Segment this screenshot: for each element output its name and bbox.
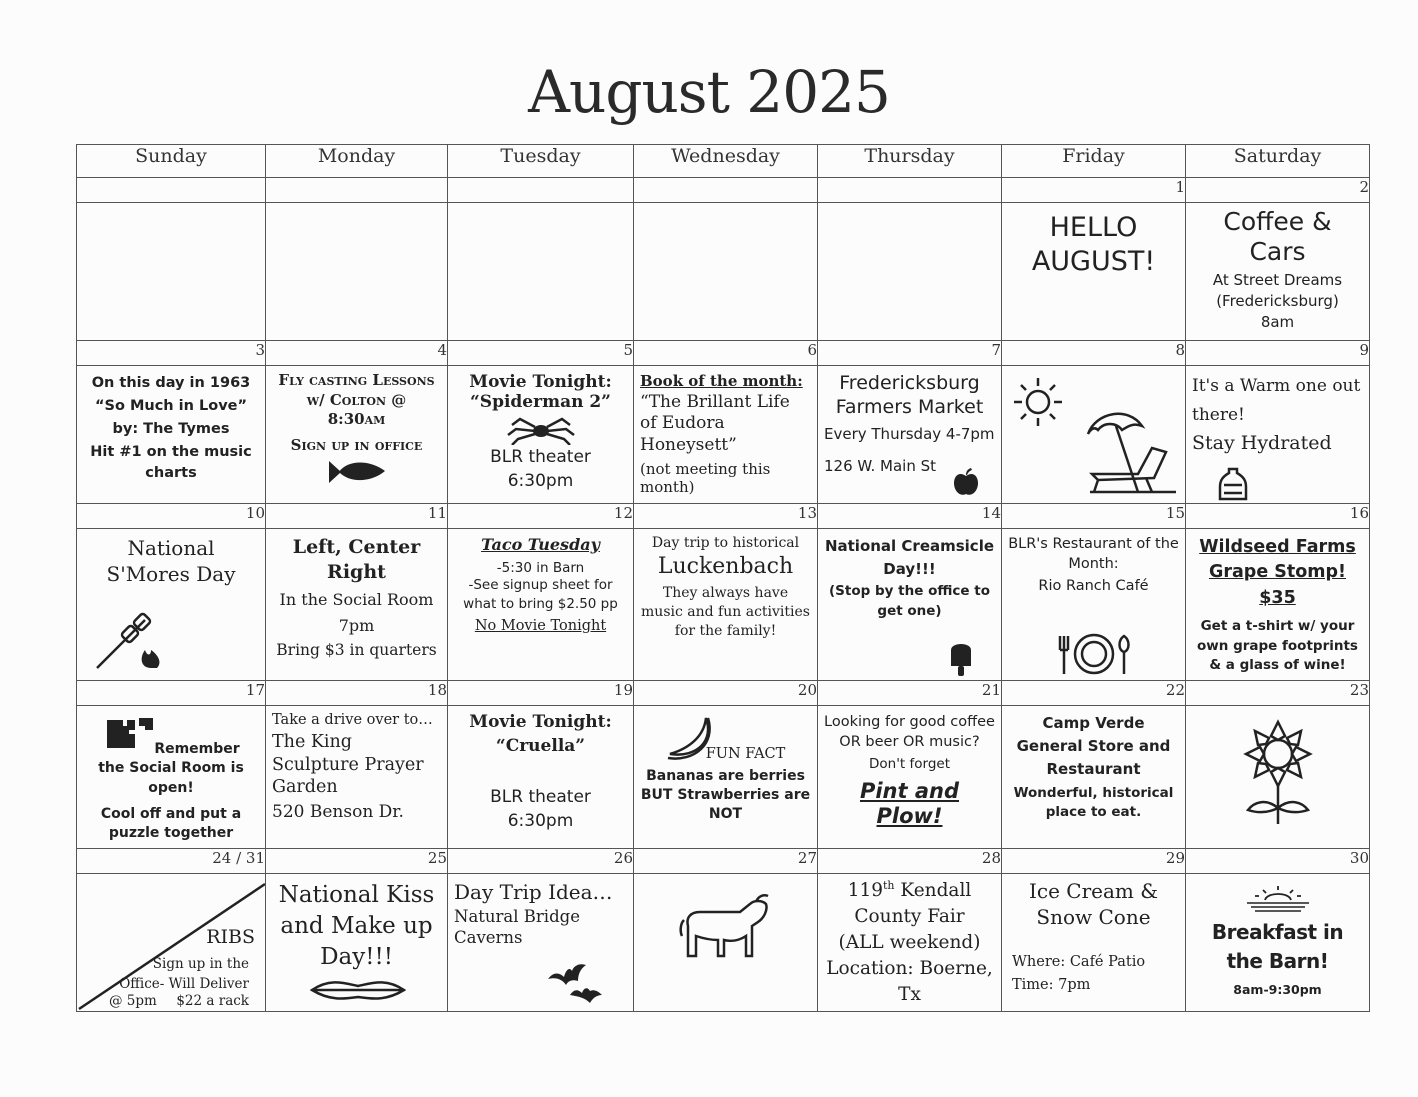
weekday-saturday: Saturday [1186,145,1370,178]
sunflower-icon [1238,718,1318,826]
fair-number-suffix: th [883,878,895,892]
event-title: National S'Mores Day [106,536,236,586]
day-cell-28 [818,873,1002,1012]
event-line: Hit #1 on the music charts [90,443,252,481]
event-title: The King Sculpture Prayer Garden [272,732,424,797]
event-line: They always have music and fun activities for the family! [641,585,810,639]
day-cell-21 [818,705,1002,848]
event-line: Bananas are berries BUT Strawberries are NOT [640,768,811,822]
event-location: Location: Boerne, Tx [826,957,993,1005]
popsicle-icon [948,638,974,676]
event-line: Remember [154,740,240,757]
event-title: Kendall County Fair [854,879,972,927]
day-cell-22 [1002,705,1186,848]
date-number: 21 [818,680,1002,705]
event-address: 126 W. Main St [824,456,937,475]
puzzle-icon [105,716,155,750]
day-cell-3 [77,366,266,504]
date-number: 7 [818,341,1002,366]
day-cell-12 [448,529,634,681]
event-line: -5:30 in Barn [496,560,585,577]
event-line: w/ Colton @ [306,390,407,409]
date-number: 2 [1186,178,1370,203]
day-cell-29 [1002,873,1186,1012]
event-time: 7pm [338,615,375,635]
event-title: Movie Tonight: [469,711,612,732]
week-2-events [77,366,1370,504]
day-cell-24 [77,873,266,1012]
day-cell-1 [1002,203,1186,341]
event-time: 6:30pm [507,810,574,831]
event-line: (ALL weekend) [838,931,981,953]
date-number: 9 [1186,341,1370,366]
date-number: 10 [77,504,266,529]
event-title-wrap [824,878,995,930]
event-time: Time: 7pm [1012,977,1091,994]
week-4-events [77,705,1370,848]
banana-icon [664,714,716,762]
event-price: $22 a rack [176,993,249,1010]
sun-icon [1010,374,1066,430]
plate-utensils-icon [1054,632,1134,676]
weekday-monday: Monday [266,145,448,178]
event-line: by: The Tymes [112,421,230,438]
event-note: (not meeting this month) [640,459,771,496]
event-title: Pint and Plow! [859,778,960,828]
event-line: No Movie Tonight [474,618,607,635]
day-cell-5 [448,366,634,504]
date-number: 30 [1186,848,1370,873]
event-title: Ice Cream & Snow Cone [1028,878,1159,929]
event-line: BLR's Restaurant of the Month: [1008,536,1179,572]
event-title: National Kiss and Make up Day!!! [278,881,435,970]
date-number: 19 [448,680,634,705]
event-line: the Social Room is open! [98,760,244,796]
event-line: Looking for good coffee OR beer OR music? [824,713,995,751]
hello-august-line1: HELLO [1049,212,1138,243]
event-line: Cool off and put a puzzle together [100,805,242,842]
date-number: 27 [634,848,818,873]
event-line: At Street Dreams [1212,271,1343,289]
event-line: BLR theater [490,786,591,807]
event-line: Take a drive over to… [272,711,433,728]
event-title: National Creamsicle Day!!! [824,537,995,578]
event-line: Don't forget [869,756,950,773]
day-cell-14 [818,529,1002,681]
event-line: It's a Warm one out there! [1192,376,1361,425]
date-number: 5 [448,341,634,366]
event-line: Fly casting Lessons [278,371,435,389]
event-line: Every Thursday 4-7pm [824,424,995,443]
day-cell-8 [1002,366,1186,504]
date-number: 29 [1002,848,1186,873]
event-line: (Stop by the office to get one) [829,583,990,619]
lips-icon [310,979,406,1001]
event-label: Book of the month: [640,372,803,390]
weekday-tuesday: Tuesday [448,145,634,178]
event-title: Luckenbach [657,553,794,579]
day-cell-2 [1186,203,1370,341]
event-line: Natural Bridge Caverns [454,906,580,948]
day-cell-27 [634,873,818,1012]
event-title: Movie Tonight: [469,372,612,392]
event-line: Wonderful, historical place to eat. [1013,784,1174,821]
day-cell-17 [77,705,266,848]
event-line: On this day in 1963 [91,375,251,391]
week-4-dates [77,680,1370,705]
book-title: “The Brillant Life of Eudora Honeysett” [640,392,790,455]
movie-title: “Spiderman 2” [470,392,611,413]
date-number: 18 [266,680,448,705]
event-time: 8:30am [327,410,386,428]
weekday-header-row [77,145,1370,178]
event-line: Sign up in the Office- Will Deliver [119,955,249,993]
event-label: FUN FACT [705,745,786,762]
event-title: Camp Verde General Store and Restaurant [1016,713,1171,779]
date-number: 12 [448,504,634,529]
smores-icon [93,606,173,676]
date-number: 26 [448,848,634,873]
event-title: Breakfast in the Barn! [1211,919,1344,973]
fish-icon [325,457,389,487]
date-number: 25 [266,848,448,873]
apple-icon [953,467,979,497]
weekday-thursday: Thursday [818,145,1002,178]
week-5-dates [77,848,1370,873]
date-number: 15 [1002,504,1186,529]
week-3-events [77,529,1370,681]
week-1-events [77,203,1370,341]
event-title: Day Trip Idea… [454,879,613,904]
day-cell-16 [1186,529,1370,681]
date-number: 22 [1002,680,1186,705]
weekday-wednesday: Wednesday [634,145,818,178]
event-title: Wildseed Farms Grape Stomp! $35 [1199,537,1356,608]
event-line: (Fredericksburg) [1216,292,1339,310]
event-line: BLR theater [490,446,591,467]
event-line: Get a t-shirt w/ your own grape footprints & a glass of wine! [1197,618,1358,674]
event-title: Rio Ranch Café [1038,578,1149,595]
day-cell-10 [77,529,266,681]
date-number: 8 [1002,341,1186,366]
weekday-friday: Friday [1002,145,1186,178]
event-time: 8am-9:30pm [1233,981,1322,997]
event-title: Taco Tuesday [481,535,600,554]
water-bottle-icon [1216,467,1250,501]
weekday-sunday: Sunday [77,145,266,178]
beach-chair-icon [1086,408,1178,496]
fair-number: 119 [847,879,883,901]
day-cell-26 [448,873,634,1012]
event-time: 8am [1260,313,1295,331]
event-line: “So Much in Love” [94,398,248,415]
date-number: 1 [1002,178,1186,203]
event-line: -See signup sheet for what to bring $2.50 pp [463,577,618,613]
date-number: 13 [634,504,818,529]
event-line: Day trip to historical [651,535,800,551]
date-number: 16 [1186,504,1370,529]
event-title: RIBS [206,925,255,948]
movie-title: “Cruella” [495,736,586,757]
date-number: 20 [634,680,818,705]
day-cell-11 [266,529,448,681]
event-time: @ 5pm [109,993,157,1010]
event-address: 520 Benson Dr. [272,802,404,823]
event-title: Left, Center Right [292,536,421,583]
day-cell-23 [1186,705,1370,848]
date-number: 17 [77,680,266,705]
event-time: 6:30pm [507,471,574,492]
bats-icon [544,955,604,1003]
day-cell-18 [266,705,448,848]
date-number: 24 / 31 [77,848,266,873]
day-cell-4 [266,366,448,504]
week-1-dates [77,178,1370,203]
date-number: 11 [266,504,448,529]
sunrise-icon [1245,884,1311,914]
calendar-grid [76,144,1370,1012]
date-number: 14 [818,504,1002,529]
event-line: In the Social Room [279,590,434,610]
day-cell-9 [1186,366,1370,504]
spider-icon [506,415,576,445]
event-location: Where: Café Patio [1012,953,1146,970]
day-cell-6 [634,366,818,504]
week-5-events [77,873,1370,1012]
date-number: 6 [634,341,818,366]
event-title: Fredericksburg Farmers Market [835,372,984,418]
date-number: 28 [818,848,1002,873]
event-line: Bring $3 in quarters [276,640,437,659]
day-cell-25 [266,873,448,1012]
day-cell-20 [634,705,818,848]
week-3-dates [77,504,1370,529]
day-cell-13 [634,529,818,681]
page-title: August 2025 [528,58,890,126]
event-title: Coffee & Cars [1223,207,1332,266]
event-line: Sign up in office [290,435,423,454]
day-cell-15 [1002,529,1186,681]
bull-icon [678,892,774,962]
day-cell-19 [448,705,634,848]
day-cell-30 [1186,873,1370,1012]
hello-august-line2: AUGUST! [1031,245,1156,277]
date-number: 23 [1186,680,1370,705]
date-number: 4 [266,341,448,366]
week-2-dates [77,341,1370,366]
event-title: Stay Hydrated [1192,431,1332,454]
date-number: 3 [77,341,266,366]
day-cell-7 [818,366,1002,504]
